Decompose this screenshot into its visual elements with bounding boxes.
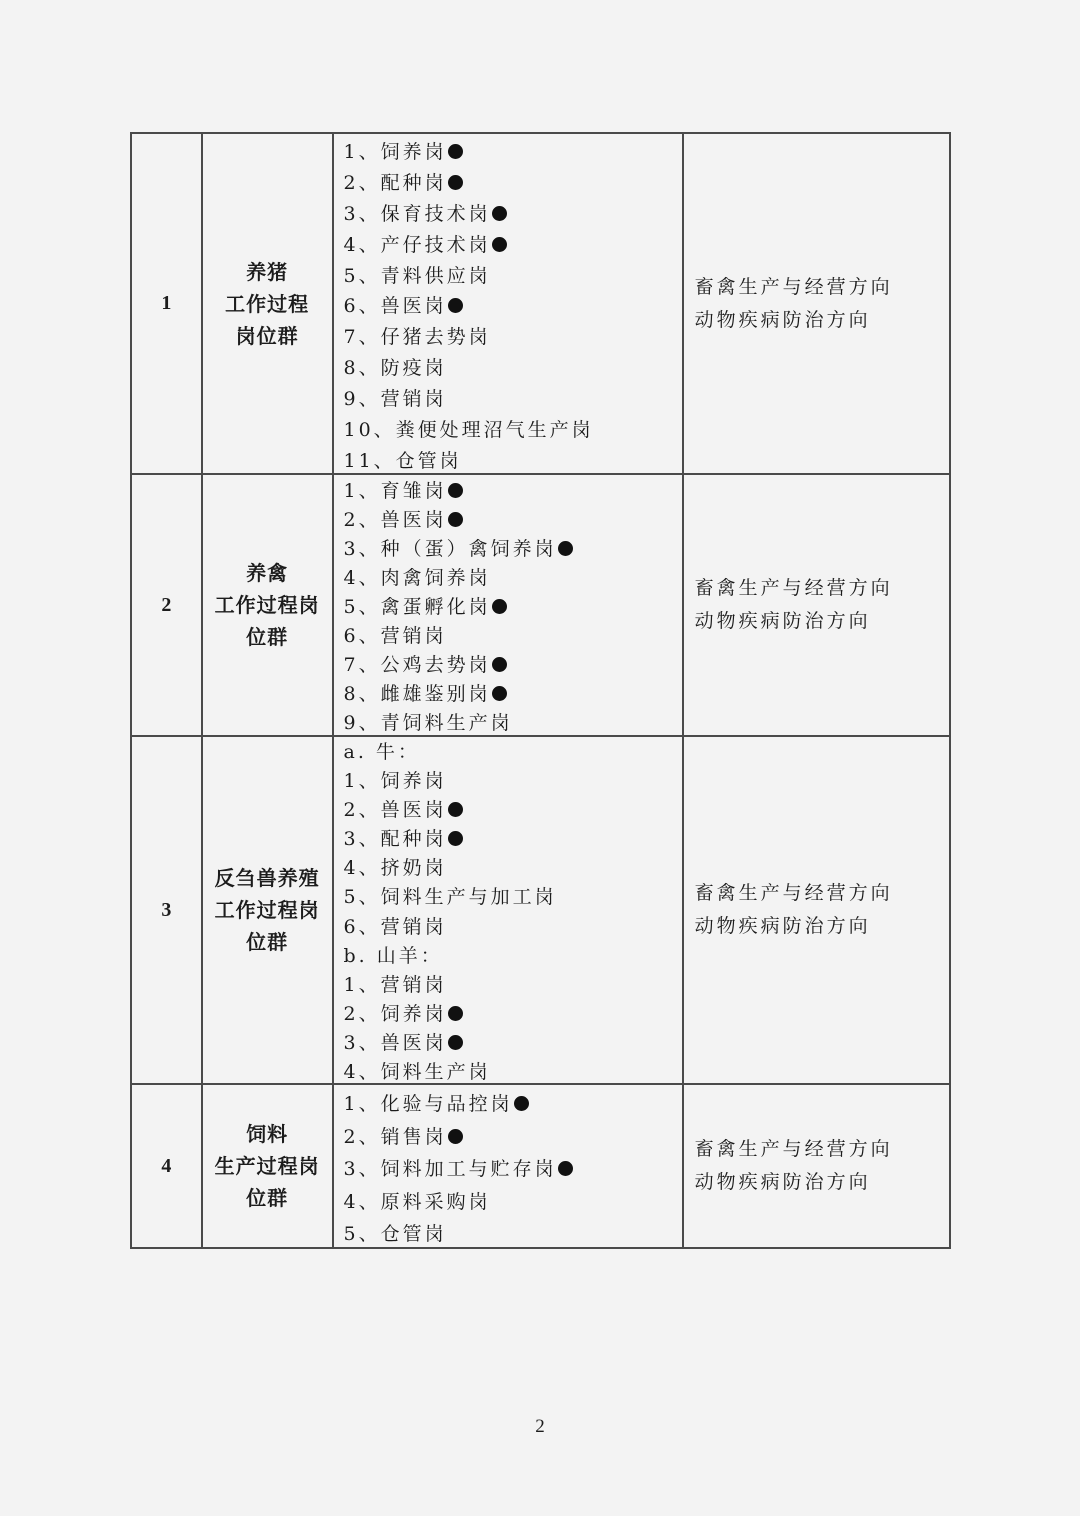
job-group-name-line: 饲料 [246,1122,289,1146]
job-item [344,825,682,854]
job-item [344,1088,682,1121]
row-number-cell [132,475,203,735]
job-item [344,322,682,353]
job-group-name-line: 反刍兽养殖 [214,866,320,890]
table-row [132,737,951,1085]
job-item [344,1121,682,1154]
job-group-name-line: 生产过程岗 [214,1154,320,1178]
job-item-label: 1、育雏岗 [343,480,447,502]
job-item [344,477,682,506]
job-item [344,384,682,415]
job-item [344,1058,682,1087]
job-group-name [215,557,320,653]
row-number: 2 [161,593,172,616]
direction-cell [684,1085,951,1247]
job-item [344,564,682,593]
key-position-dot-icon [448,1006,463,1021]
direction-item: 畜禽生产与经营方向 [694,275,893,298]
job-item-label: 4、产仔技术岗 [343,233,491,256]
job-item-label: 2、销售岗 [343,1125,447,1148]
job-item [344,291,682,322]
job-item [344,1218,682,1251]
job-item-label: 2、配种岗 [343,171,447,194]
direction-cell [684,134,951,473]
direction-item: 畜禽生产与经营方向 [694,577,893,599]
direction-item: 畜禽生产与经营方向 [694,882,893,904]
job-group-name-line: 工作过程岗 [214,898,320,922]
job-list-cell [334,134,684,473]
job-item [344,230,682,261]
job-group-name [225,256,309,352]
job-group-table [130,132,951,1249]
job-group-cell [203,134,334,473]
job-list [344,477,682,738]
row-number-cell [132,134,203,473]
job-item [344,971,682,1000]
direction-cell [684,737,951,1083]
job-item [344,796,682,825]
job-item-label: 6、营销岗 [343,915,447,938]
job-list-cell [334,1085,684,1247]
job-item [344,622,682,651]
job-item [344,1000,682,1029]
job-item-label: 4、肉禽饲养岗 [343,567,491,589]
job-group-name-line: 位群 [246,1186,289,1210]
job-item-label: 1、饲养岗 [343,141,447,163]
key-position-dot-icon [492,237,507,252]
row-number-cell [132,737,203,1083]
job-item [344,680,682,709]
row-number: 1 [161,292,172,314]
job-item-label: 5、禽蛋孵化岗 [343,596,491,618]
key-position-dot-icon [448,144,463,159]
key-position-dot-icon [448,831,463,846]
key-position-dot-icon [558,541,573,556]
job-item-label: 8、雌雄鉴别岗 [343,683,491,705]
job-item-label: 2、饲养岗 [343,1002,447,1025]
job-item-label: 5、仓管岗 [343,1223,447,1246]
job-group-name-line: 工作过程岗 [214,593,320,617]
direction-item: 动物疾病防治方向 [694,610,871,632]
job-item [344,854,682,883]
direction-cell [684,475,951,735]
job-group-name [215,1118,320,1214]
direction-item: 动物疾病防治方向 [694,915,871,937]
job-group-name-line: 养猪 [246,259,289,284]
direction-item: 动物疾病防治方向 [694,1171,871,1193]
job-item [344,1186,682,1219]
job-item [344,883,682,912]
key-position-dot-icon [492,599,507,614]
page-number: 2 [535,1416,545,1437]
key-position-dot-icon [514,1096,529,1111]
key-position-dot-icon [448,802,463,817]
job-item-label: 6、营销岗 [343,625,447,647]
job-item-label: 2、兽医岗 [343,799,447,822]
table-row [132,1085,951,1249]
job-group-name-line: 工作过程 [225,291,310,316]
row-number: 4 [161,1154,172,1177]
job-list [344,1088,682,1251]
job-item-label: 1、营销岗 [343,973,447,996]
job-group-name-line: 养禽 [246,561,289,585]
key-position-dot-icon [448,175,463,190]
job-item-label: 4、挤奶岗 [343,857,447,880]
job-list [344,738,682,1087]
direction-list [695,271,893,337]
job-item [344,168,682,199]
job-item-label: 3、种（蛋）禽饲养岗 [343,538,557,560]
job-item-label: 7、仔猪去势岗 [343,326,491,349]
job-list-cell [334,475,684,735]
job-item-label: 11、仓管岗 [343,449,462,472]
job-item [344,415,682,446]
job-group-cell [203,1085,334,1247]
job-item [344,738,682,767]
key-position-dot-icon [448,1035,463,1050]
job-group-name-line: 位群 [246,625,289,649]
job-item-label: 4、原料采购岗 [343,1190,491,1213]
job-item [344,767,682,796]
job-item-label: 9、青饲料生产岗 [343,712,513,734]
job-item [344,593,682,622]
job-item-label: 3、饲料加工与贮存岗 [343,1158,557,1181]
job-item [344,651,682,680]
job-group-cell [203,737,334,1083]
job-item-label: 6、兽医岗 [343,295,447,318]
key-position-dot-icon [492,206,507,221]
job-item [344,709,682,738]
job-item [344,942,682,971]
job-item-label: 3、兽医岗 [343,1031,447,1054]
direction-list [695,1133,893,1199]
table-row [132,475,951,737]
job-item-label: 3、保育技术岗 [343,202,491,225]
key-position-dot-icon [558,1161,573,1176]
job-list [344,137,682,477]
direction-item: 动物疾病防治方向 [694,308,871,331]
job-item [344,261,682,292]
job-item [344,446,682,477]
job-item [344,506,682,535]
job-item-label: 4、饲料生产岗 [343,1061,491,1084]
job-item [344,1029,682,1058]
direction-list [695,877,893,943]
job-item-label: 1、化验与品控岗 [343,1093,513,1115]
job-item [344,535,682,564]
job-item [344,137,682,168]
job-item-label: 8、防疫岗 [343,357,447,380]
job-item-label: 2、兽医岗 [343,509,447,531]
job-item-label: 5、青料供应岗 [343,264,491,287]
job-item [344,353,682,384]
job-group-name [215,862,320,958]
key-position-dot-icon [492,657,507,672]
job-group-name-line: 位群 [246,930,289,954]
job-item-label: a. 牛： [343,741,420,763]
job-item [344,913,682,942]
key-position-dot-icon [448,1129,463,1144]
table-row [132,134,951,475]
job-item-label: 3、配种岗 [343,828,447,851]
job-item-label: 5、饲料生产与加工岗 [343,886,557,909]
job-item-label: b. 山羊： [343,944,443,967]
key-position-dot-icon [448,512,463,527]
row-number: 3 [161,898,172,921]
job-item [344,199,682,230]
job-group-cell [203,475,334,735]
job-item-label: 7、公鸡去势岗 [343,654,491,676]
job-group-name-line: 岗位群 [235,323,299,348]
key-position-dot-icon [448,298,463,313]
key-position-dot-icon [492,686,507,701]
direction-list [695,572,893,638]
direction-item: 畜禽生产与经营方向 [694,1138,893,1160]
job-item-label: 1、饲养岗 [343,770,447,793]
job-item-label: 10、粪便处理沼气生产岗 [343,419,594,442]
job-item-label: 9、营销岗 [343,388,447,411]
row-number-cell [132,1085,203,1247]
job-list-cell [334,737,684,1083]
job-item [344,1153,682,1186]
key-position-dot-icon [448,483,463,498]
